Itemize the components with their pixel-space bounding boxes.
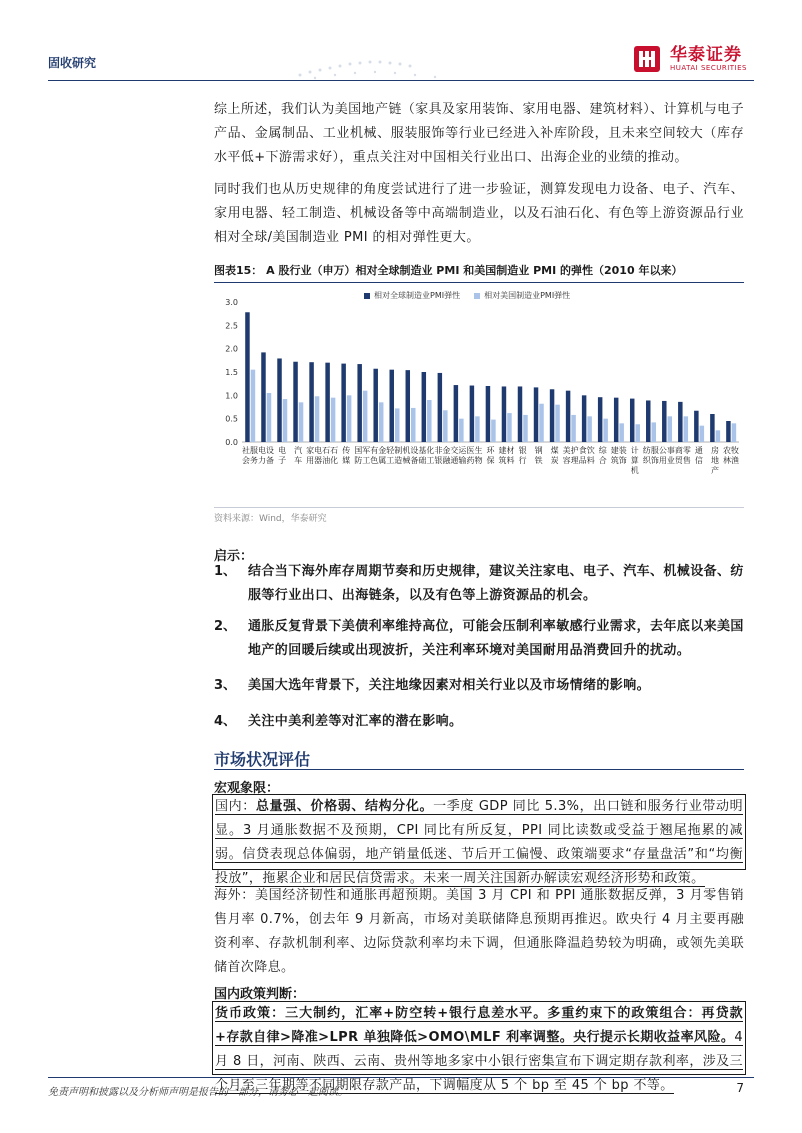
domestic-outlook: 未来一周关注国新办解读宏观经济形势和政策。 [423, 871, 705, 886]
x-tick-label: 非银金融 [434, 446, 451, 465]
bar-global [389, 370, 393, 442]
insight-number: 2、 [214, 619, 237, 634]
bar-us [347, 395, 351, 442]
domestic-headline: 总量强、价格弱、结构分化。 [255, 799, 434, 814]
macro-subtitle: 宏观象限： [214, 781, 280, 796]
insight-number: 3、 [214, 678, 237, 693]
section-title: 市场状况评估 [214, 750, 311, 769]
bar-global [710, 414, 714, 442]
domestic-box [212, 794, 746, 886]
x-tick-label: 环保 [486, 446, 495, 465]
bar-global [614, 398, 618, 442]
bar-global [325, 363, 329, 442]
bar-us [251, 370, 255, 442]
insights-title: 启示： [214, 549, 254, 564]
bar-global [566, 391, 570, 442]
x-tick-label: 交通运输 [450, 446, 467, 465]
bar-global [309, 362, 313, 442]
brand-name-cn: 华泰证券 [670, 45, 743, 65]
bar-us [716, 430, 720, 442]
x-tick-label: 电力设备 [258, 446, 275, 465]
x-tick-label: 煤炭 [550, 446, 559, 465]
bar-us [459, 419, 463, 442]
insight-item-2 [214, 615, 744, 663]
source-divider [214, 507, 744, 508]
bar-global [277, 358, 281, 442]
bar-us [315, 396, 319, 442]
report-category: 固收研究 [48, 56, 97, 70]
legend-label-global: 相对全球制造业PMI弹性 [374, 291, 461, 300]
y-tick-label: 0.5 [225, 414, 238, 424]
bar-us [395, 408, 399, 442]
bar-global [438, 373, 442, 442]
insight-number: 1、 [214, 564, 237, 579]
footer-disclaimer: 免责声明和披露以及分析师声明是报告的一部分，请务必一起阅读。 [48, 1087, 348, 1098]
bar-global [245, 312, 249, 442]
bar-us [732, 423, 736, 442]
x-tick-label: 有色金属 [370, 446, 387, 465]
bar-us [587, 416, 591, 442]
bar-us [411, 408, 415, 442]
bar-global [261, 352, 265, 442]
y-tick-label: 2.0 [225, 344, 238, 354]
bar-us [523, 415, 527, 442]
x-tick-label: 传媒 [342, 446, 351, 465]
x-tick-label: 美容护理 [562, 446, 579, 465]
insight-text: 结合当下海外库存周期节奏和历史规律，建议关注家电、电子、汽车、机械设备、纺服等行业出口、出海链条，以及有色等上游资源品的机会。 [248, 564, 744, 603]
figure-title: 图表15： A 股行业（申万）相对全球制造业 PMI 和美国制造业 PMI 的弹性（2010 年以来） [214, 262, 744, 283]
x-tick-label: 国防军工 [354, 446, 371, 465]
bar-global [341, 364, 345, 442]
x-tick-label: 建筑装饰 [610, 446, 627, 465]
y-tick-label: 1.0 [225, 391, 238, 401]
bar-us [443, 410, 447, 442]
x-tick-label: 通信 [694, 446, 703, 465]
bar-us [507, 413, 511, 442]
footer-divider [48, 1077, 754, 1078]
domestic-inflation-credit: 3 月通胀数据不及预期，CPI 同比有所反复，PPI 同比读数或受益于翘尾拖累的减弱。信贷表现总体偏弱，地产销量低迷、节后开工偏慢、政策端要求“存量盘活”和“均衡投放”，拖累企业和居民信贷需求。 [215, 823, 743, 886]
y-tick-label: 3.0 [225, 298, 238, 307]
bar-us [571, 415, 575, 442]
y-tick-label: 1.5 [225, 368, 238, 377]
bar-us [267, 393, 271, 442]
huatai-logo-icon [632, 44, 662, 74]
x-tick-label: 公用事业 [658, 446, 675, 465]
bar-us [283, 399, 287, 442]
bar-global [373, 369, 377, 442]
figure-source: 资料来源：Wind，华泰研究 [214, 514, 327, 524]
x-tick-label: 综合 [598, 446, 607, 465]
elasticity-bar-chart [214, 284, 744, 504]
bar-global [470, 386, 474, 442]
x-tick-label: 建筑材料 [498, 446, 515, 465]
bar-global [598, 397, 602, 442]
insight-text: 通胀反复背景下美债利率维持高位，可能会压制利率敏感行业需求，去年底以来美国地产的回暖后续或出现波折，关注利率环境对美国耐用品消费回升的扰动。 [248, 619, 744, 658]
page-number: 7 [736, 1081, 744, 1095]
policy-detail: 4 月 8 日，河南、陕西、云南、贵州等地多家中小银行密集宣布下调定期存款利率，涉及三个月至三年期等不同期限存款产品，下调幅度从 5 个 bp 至 45 个 bp 不等。 [215, 1030, 743, 1093]
bar-global [293, 362, 297, 442]
legend-label-us: 相对美国制造业PMI弹性 [484, 291, 571, 300]
bar-global [582, 395, 586, 442]
bar-us [475, 416, 479, 442]
section-divider [214, 769, 744, 770]
bar-global [726, 421, 730, 442]
bar-global [694, 411, 698, 442]
bar-us [684, 416, 688, 442]
y-tick-label: 0.0 [225, 438, 238, 447]
domestic-label: 国内： [215, 799, 256, 814]
x-tick-label: 计算机 [630, 446, 639, 475]
bar-us [668, 416, 672, 442]
x-tick-label: 农林牧渔 [722, 446, 739, 465]
policy-box [212, 1001, 746, 1093]
brand-name-en: HUATAI SECURITIES [670, 64, 747, 72]
intro-paragraph-1: 综上所述，我们认为美国地产链（家具及家用装饰、家用电器、建筑材料）、计算机与电子产品、金属制品、工业机械、服装服饰等行业已经进入补库阶段，且未来空间较大（库存水平低+下游需求好），重点关注对中国相关行业出口、出海企业的业绩的推动。 [214, 102, 744, 165]
bar-global [518, 386, 522, 442]
domestic-paragraph [213, 795, 745, 891]
bar-global [502, 386, 506, 442]
insight-item-1 [214, 560, 744, 608]
bar-global [550, 389, 554, 442]
x-tick-label: 基础化工 [418, 446, 435, 465]
overseas-paragraph: 海外：美国经济韧性和通胀再超预期。美国 3 月 CPI 和 PPI 通胀数据反弹，3 月零售销售月率 0.7%，创去年 9 月新高，市场对美联储降息预期再推迟。欧央行 4 月主要再融资利率、存款机制利率、边际贷款利率均未下调，但通胀降温趋势较为明确，或领先美联储首次降息。 [214, 888, 744, 975]
y-tick-label: 2.5 [225, 321, 238, 331]
bar-us [363, 391, 367, 442]
insight-text: 美国大选年背景下，关注地缘因素对相关行业以及市场情绪的影响。 [248, 678, 651, 693]
bar-us [700, 426, 704, 442]
x-tick-label: 食品饮料 [578, 446, 595, 465]
bar-us [619, 423, 623, 442]
x-tick-label: 房地产 [710, 446, 719, 475]
domestic-gdp: 一季度 GDP 同比 5.3%，出口链和服务行业带动明显。 [215, 799, 743, 838]
bar-global [678, 402, 682, 442]
x-tick-label: 纺织服饰 [642, 446, 659, 465]
insight-item-3 [214, 674, 744, 698]
bar-global [630, 399, 634, 442]
brand-logo [632, 44, 747, 74]
bar-us [427, 400, 431, 442]
bar-us [299, 402, 303, 442]
bar-global [646, 400, 650, 442]
bar-us [635, 424, 639, 442]
x-tick-label: 商贸零售 [674, 446, 691, 465]
header-divider [48, 80, 754, 81]
bar-us [331, 398, 335, 442]
header-decoration [280, 30, 480, 80]
bar-us [555, 405, 559, 442]
x-tick-label: 石油石化 [322, 446, 339, 465]
policy-headline: 货币政策：三大制约，汇率+防空转+银行息差水平。多重约束下的政策组合：再贷款+存款自律>降准>LPR 单独降低>OMO\MLF 利率调整。央行提示长期收益率风险。 [215, 1006, 743, 1045]
bar-global [486, 386, 490, 442]
bar-us [539, 404, 543, 442]
bar-us [652, 422, 656, 442]
x-tick-label: 医药生物 [466, 446, 483, 465]
bar-global [357, 364, 361, 442]
bar-global [662, 401, 666, 442]
x-tick-label: 电子 [278, 446, 287, 465]
insight-number: 4、 [214, 714, 237, 729]
bar-us [379, 402, 383, 442]
bar-global [406, 370, 410, 442]
bar-us [491, 420, 495, 442]
x-tick-label: 轻工制造 [386, 446, 403, 465]
x-tick-label: 机械设备 [402, 446, 419, 465]
bar-global [422, 372, 426, 442]
x-tick-label: 家用电器 [306, 446, 323, 465]
insight-text: 关注中美利差等对汇率的潜在影响。 [248, 714, 463, 729]
x-tick-label: 银行 [518, 446, 527, 465]
insight-item-4 [214, 710, 744, 734]
bar-global [534, 387, 538, 442]
x-tick-label: 汽车 [294, 446, 303, 465]
x-tick-label: 钢铁 [534, 446, 543, 465]
intro-paragraph-2: 同时我们也从历史规律的角度尝试进行了进一步验证，测算发现电力设备、电子、汽车、家用电器、轻工制造、机械设备等中高端制造业，以及石油石化、有色等上游资源品行业相对全球/美国制造业 PMI 的相对弹性更大。 [214, 182, 744, 245]
bar-global [454, 385, 458, 442]
bar-us [603, 419, 607, 442]
policy-subtitle: 国内政策判断： [214, 987, 306, 1002]
x-tick-label: 社会服务 [242, 446, 259, 465]
